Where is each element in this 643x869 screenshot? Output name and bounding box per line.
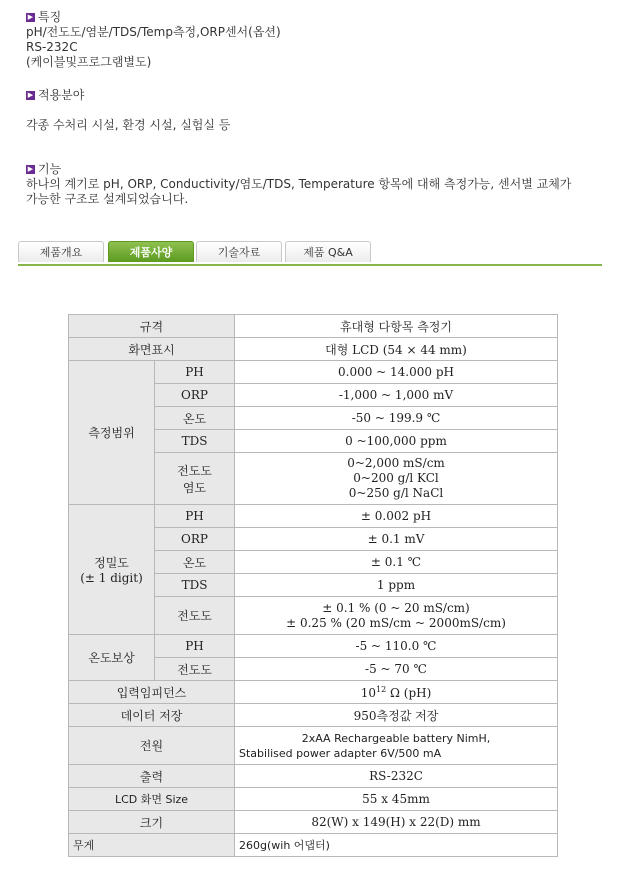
spec-sub-label: 온도 — [155, 407, 235, 430]
spec-label: 규격 — [69, 315, 235, 338]
features-line: (케이블및프로그램별도) — [26, 55, 152, 69]
table-row — [69, 727, 558, 765]
spec-label: 화면표시 — [69, 338, 235, 361]
spec-sub-label-line: 염도 — [182, 480, 207, 495]
table-row — [69, 361, 558, 384]
features-heading — [26, 10, 281, 25]
spec-value: ± 0.1 ℃ — [235, 551, 558, 574]
functions-section — [26, 162, 571, 207]
table-row — [69, 315, 558, 338]
spec-sub-label: PH — [155, 635, 235, 658]
spec-sub-label-line: 전도도 — [177, 463, 212, 478]
tab-overview[interactable]: 제품개요 — [18, 241, 104, 262]
table-row — [69, 338, 558, 361]
spec-value: -50 ~ 199.9 ℃ — [235, 407, 558, 430]
spec-value — [235, 453, 558, 505]
spec-sub-label: TDS — [155, 574, 235, 597]
spec-value: 대형 LCD (54 × 44 mm) — [235, 338, 558, 361]
arrow-bullet-icon: ▶ — [27, 165, 34, 173]
tab-qna[interactable]: 제품 Q&A — [285, 241, 371, 262]
spec-label — [69, 505, 155, 635]
spec-sub-label: ORP — [155, 528, 235, 551]
tab-technical-data[interactable]: 기술자료 — [196, 241, 282, 262]
spec-label: 전원 — [69, 727, 235, 765]
features-line: pH/전도도/염분/TDS/Temp측정,ORP센서(옵션) — [26, 25, 281, 39]
spec-value: -5 ~ 110.0 ℃ — [235, 635, 558, 658]
table-row — [69, 811, 558, 834]
spec-value-line: ± 0.25 % (20 mS/cm ~ 2000mS/cm) — [286, 615, 506, 630]
spec-value — [235, 681, 558, 704]
spec-label: 출력 — [69, 765, 235, 788]
functions-title: 기능 — [38, 162, 62, 176]
table-row — [69, 635, 558, 658]
functions-heading — [26, 162, 571, 177]
table-row — [69, 704, 558, 727]
spec-label: 데이터 저장 — [69, 704, 235, 727]
spec-label: 무게 — [69, 834, 235, 857]
spec-value: RS-232C — [235, 765, 558, 788]
table-row — [69, 505, 558, 528]
table-row — [69, 834, 558, 857]
table-row — [69, 765, 558, 788]
applications-heading — [26, 88, 230, 103]
spec-label: 측정범위 — [69, 361, 155, 505]
spec-label: 온도보상 — [69, 635, 155, 681]
spec-value: 82(W) x 149(H) x 22(D) mm — [235, 811, 558, 834]
spec-value: -5 ~ 70 ℃ — [235, 658, 558, 681]
features-section — [26, 10, 281, 70]
spec-sub-label: 전도도 — [155, 658, 235, 681]
spec-value-line: ± 0.1 % (0 ~ 20 mS/cm) — [322, 600, 470, 615]
spec-sub-label: 온도 — [155, 551, 235, 574]
impedance-exponent: 12 — [376, 684, 387, 694]
impedance-unit: Ω (pH) — [386, 685, 432, 700]
impedance-base: 10 — [360, 685, 376, 700]
table-row — [69, 681, 558, 704]
spec-value-line: 0~2,000 mS/cm — [347, 456, 445, 470]
spec-value — [235, 597, 558, 635]
spec-value: -1,000 ~ 1,000 mV — [235, 384, 558, 407]
spec-value: 55 x 45mm — [235, 788, 558, 811]
spec-value: 950측정값 저장 — [235, 704, 558, 727]
spec-value-line: 0~200 g/l KCl — [353, 471, 439, 485]
features-title: 특징 — [38, 10, 62, 24]
spec-label: 크기 — [69, 811, 235, 834]
spec-value-line: 0~250 g/l NaCl — [348, 486, 444, 500]
spec-value: 0.000 ~ 14.000 pH — [235, 361, 558, 384]
tab-specifications[interactable]: 제품사양 — [108, 241, 194, 262]
spec-value: ± 0.002 pH — [235, 505, 558, 528]
applications-text: 각종 수처리 시설, 환경 시설, 실험실 등 — [26, 118, 231, 132]
applications-title: 적용분야 — [38, 88, 85, 102]
spec-label: 입력임피던스 — [69, 681, 235, 704]
product-tabs — [18, 241, 602, 266]
spec-label-line: 정밀도 — [94, 556, 129, 570]
spec-value-line: 2xAA Rechargeable battery NimH, — [301, 731, 491, 745]
spec-label: LCD 화면 Size — [69, 788, 235, 811]
spec-sub-label: PH — [155, 505, 235, 528]
spec-label-line: (± 1 digit) — [80, 571, 143, 585]
spec-sub-label — [155, 453, 235, 505]
spec-sub-label: TDS — [155, 430, 235, 453]
spec-value: ± 0.1 mV — [235, 528, 558, 551]
spec-value-line: Stabilised power adapter 6V/500 mA — [239, 746, 442, 760]
arrow-bullet-icon: ▶ — [27, 91, 34, 99]
spec-sub-label: 전도도 — [155, 597, 235, 635]
functions-line: 하나의 계기로 pH, ORP, Conductivity/염도/TDS, Temperature 항목에 대해 측정가능, 센서별 교체가 — [26, 177, 572, 191]
spec-value: 260g(wih 어댑터) — [235, 834, 558, 857]
applications-section — [26, 88, 230, 133]
spec-value — [235, 727, 558, 765]
features-line: RS-232C — [26, 40, 78, 54]
spec-sub-label: PH — [155, 361, 235, 384]
spec-value: 1 ppm — [235, 574, 558, 597]
spec-sub-label: ORP — [155, 384, 235, 407]
arrow-bullet-icon: ▶ — [27, 13, 34, 21]
table-row — [69, 788, 558, 811]
spec-value: 휴대형 다항목 측정기 — [235, 315, 558, 338]
spec-table — [68, 314, 558, 857]
functions-line: 가능한 구조로 설계되었습니다. — [26, 192, 189, 206]
spec-value: 0 ~100,000 ppm — [235, 430, 558, 453]
